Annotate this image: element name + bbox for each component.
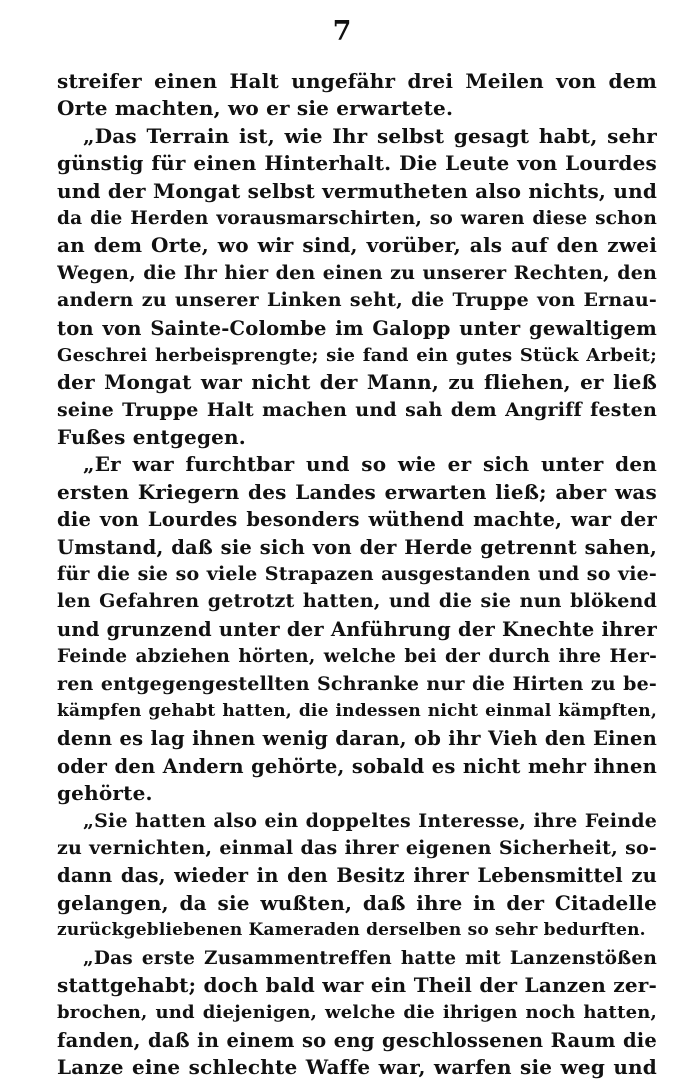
- text-line: gehörte.: [57, 781, 153, 806]
- text-line: ren entgegengestellten Schranke nur die Hirten zu be-: [57, 672, 657, 695]
- text-line: zurückgebliebenen Kameraden derselben so sehr bedurften.: [57, 920, 646, 941]
- text-line: Geschrei herbeisprengte; sie fand ein gutes Stück Arbeit;: [57, 344, 657, 366]
- text-line: kämpfen gehabt hatten, die indessen nicht einmal kämpften,: [57, 700, 657, 721]
- text-line: „Er war furchtbar und so wie er sich unter den: [83, 452, 657, 477]
- text-line: Lanze eine schlechte Waffe war, warfen sie weg und: [57, 1055, 657, 1080]
- text-line: „Das Terrain ist, wie Ihr selbst gesagt habt, sehr: [83, 123, 657, 148]
- text-line: Fußes entgegen.: [57, 425, 246, 450]
- text-line: für die sie so viele Strapazen ausgestanden und so vie-: [57, 563, 657, 586]
- text-line: günstig für einen Hinterhalt. Die Leute von Lourdes: [57, 151, 657, 176]
- text-line: zu vernichten, einmal das ihrer eigenen Sicherheit, so-: [57, 836, 657, 859]
- text-line: ton von Sainte-Colombe im Galopp unter gewaltigem: [57, 316, 657, 340]
- page-number: 7: [332, 16, 352, 47]
- text-line: denn es lag ihnen wenig daran, ob ihr Vieh den Einen: [57, 727, 657, 751]
- text-line: da die Herden vorausmarschirten, so waren diese schon: [57, 207, 657, 229]
- text-line: fanden, daß in einem so eng geschlossenen Raum die: [57, 1028, 657, 1052]
- text-line: andern zu unserer Linken seht, die Truppe von Ernau-: [57, 289, 657, 312]
- text-line: der Mongat war nicht der Mann, zu fliehen, er ließ: [57, 370, 657, 395]
- text-line: stattgehabt; doch bald war ein Theil der Lanzen zer-: [57, 972, 657, 997]
- text-line: Feinde abziehen hörten, welche bei der durch ihre Her-: [57, 646, 657, 668]
- text-line: Orte machten, wo er sie erwartete.: [57, 96, 454, 121]
- text-line: streifer einen Halt ungefähr drei Meilen von dem: [57, 69, 657, 93]
- text-line: seine Truppe Halt machen und sah dem Angriff festen: [57, 398, 657, 421]
- text-line: Wegen, die Ihr hier den einen zu unserer Rechten, den: [57, 261, 657, 284]
- text-line: brochen, und diejenigen, welche die ihrigen noch hatten,: [57, 1002, 657, 1024]
- text-line: „Sie hatten also ein doppeltes Interesse, ihre Feinde: [83, 809, 657, 832]
- text-line: und der Mongat selbst vermutheten also nichts, und: [57, 178, 657, 203]
- page-body-text: [57, 68, 657, 1081]
- text-line: die von Lourdes besonders wüthend machte, war der: [57, 508, 657, 532]
- text-line: dann das, wieder in den Besitz ihrer Lebensmittel zu: [57, 864, 657, 888]
- text-line: „Das erste Zusammentreffen hatte mit Lanzenstößen: [83, 947, 657, 969]
- text-line: len Gefahren getrotzt hatten, und die sie nun blökend: [57, 590, 657, 613]
- text-line: Umstand, daß sie sich von der Herde getrennt sahen,: [57, 535, 657, 559]
- text-line: und grunzend unter der Anführung der Knechte ihrer: [57, 617, 657, 641]
- text-line: ersten Kriegern des Landes erwarten ließ; aber was: [57, 479, 657, 504]
- text-line: gelangen, da sie wußten, daß ihre in der Citadelle: [57, 890, 657, 915]
- text-line: oder den Andern gehörte, sobald es nicht mehr ihnen: [57, 754, 657, 778]
- text-line: an dem Orte, wo wir sind, vorüber, als auf den zwei: [57, 233, 657, 258]
